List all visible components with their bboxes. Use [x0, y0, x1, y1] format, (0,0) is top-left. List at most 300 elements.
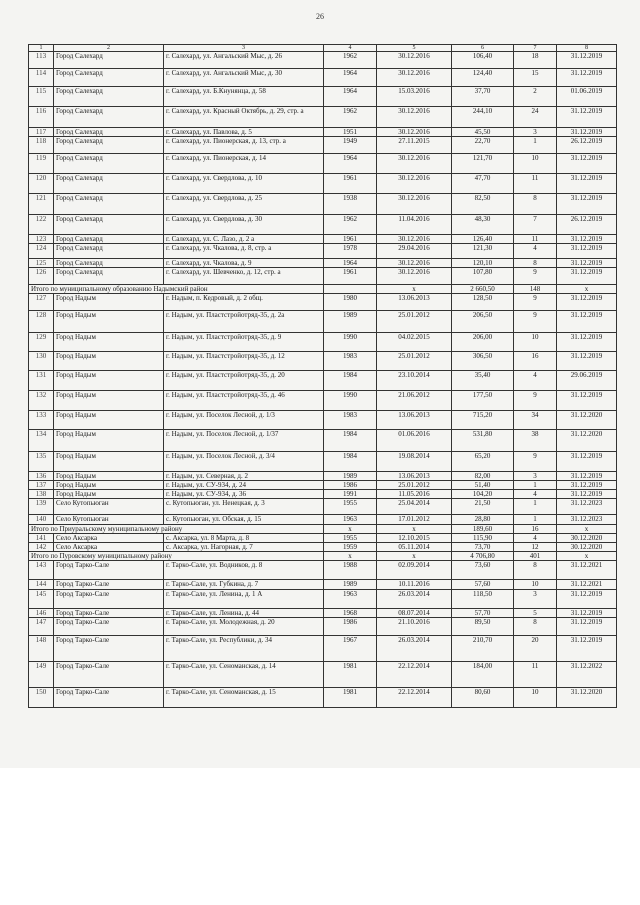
address-cell: г. Тарко-Сале, ул. Сеноманская, д. 15: [164, 688, 324, 708]
municipality-cell: Город Салехард: [54, 52, 164, 69]
people-cell: 12: [514, 543, 557, 552]
municipality-cell: Город Надым: [54, 294, 164, 311]
date-cell: 22.12.2014: [377, 662, 452, 688]
date-cell: 25.01.2012: [377, 481, 452, 490]
area-cell: 126,40: [452, 235, 514, 244]
subtotal-row: [29, 285, 617, 294]
row-number: 136: [29, 472, 54, 481]
row-number: 148: [29, 636, 54, 662]
deadline-cell: 31.12.2019: [557, 333, 617, 352]
address-cell: г. Салехард, ул. Чкалова, д. 9: [164, 259, 324, 268]
people-cell: 9: [514, 452, 557, 472]
row-number: 121: [29, 194, 54, 215]
people-cell: 1: [514, 515, 557, 525]
table-row: [29, 174, 617, 194]
date-cell: 27.11.2015: [377, 137, 452, 154]
municipality-cell: Село Кутопьюган: [54, 515, 164, 525]
people-cell: 10: [514, 154, 557, 174]
address-cell: с. Аксарка, ул. 8 Марта, д. 8: [164, 534, 324, 543]
row-number: 128: [29, 311, 54, 333]
deadline-cell: 31.12.2019: [557, 268, 617, 285]
area-cell: 82,50: [452, 194, 514, 215]
deadline-cell: 31.12.2019: [557, 391, 617, 411]
deadline-cell: 31.12.2019: [557, 235, 617, 244]
deadline-cell: 31.12.2021: [557, 580, 617, 590]
deadline-cell: 31.12.2020: [557, 430, 617, 452]
municipality-cell: Город Тарко-Сале: [54, 636, 164, 662]
people-cell: 11: [514, 235, 557, 244]
subtotal-date: x: [377, 525, 452, 534]
area-cell: 531,80: [452, 430, 514, 452]
area-cell: 89,50: [452, 618, 514, 636]
people-cell: 8: [514, 259, 557, 268]
subtotal-row: [29, 552, 617, 561]
deadline-cell: 31.12.2019: [557, 244, 617, 259]
area-cell: 57,70: [452, 609, 514, 618]
row-number: 125: [29, 259, 54, 268]
year-cell: 1981: [324, 688, 377, 708]
date-cell: 02.09.2014: [377, 561, 452, 580]
address-cell: г. Салехард, ул. С. Лазо, д. 2 а: [164, 235, 324, 244]
col-header: 6: [452, 45, 514, 52]
people-cell: 11: [514, 662, 557, 688]
municipality-cell: Город Салехард: [54, 154, 164, 174]
table-row: [29, 688, 617, 708]
people-cell: 18: [514, 52, 557, 69]
table-row: [29, 235, 617, 244]
municipality-cell: Город Салехард: [54, 107, 164, 128]
year-cell: 1984: [324, 452, 377, 472]
people-cell: 24: [514, 107, 557, 128]
people-cell: 9: [514, 268, 557, 285]
subtotal-label: Итого по муниципальному образованию Надымский район: [29, 285, 324, 294]
year-cell: 1986: [324, 481, 377, 490]
year-cell: 1961: [324, 174, 377, 194]
date-cell: 30.12.2016: [377, 128, 452, 137]
address-cell: г. Салехард, ул. Свердлова, д. 25: [164, 194, 324, 215]
area-cell: 28,80: [452, 515, 514, 525]
municipality-cell: Город Салехард: [54, 174, 164, 194]
people-cell: 34: [514, 411, 557, 430]
year-cell: 1962: [324, 215, 377, 235]
table-row: [29, 154, 617, 174]
table-row: [29, 481, 617, 490]
date-cell: 15.03.2016: [377, 87, 452, 107]
year-cell: 1984: [324, 371, 377, 391]
year-cell: 1988: [324, 561, 377, 580]
row-number: 126: [29, 268, 54, 285]
row-number: 142: [29, 543, 54, 552]
table-row: [29, 244, 617, 259]
row-number: 149: [29, 662, 54, 688]
address-cell: г. Салехард, ул. Ангальский Мыс, д. 30: [164, 69, 324, 87]
people-cell: 9: [514, 311, 557, 333]
municipality-cell: Город Салехард: [54, 268, 164, 285]
year-cell: 1989: [324, 580, 377, 590]
area-cell: 120,10: [452, 259, 514, 268]
municipality-cell: Город Тарко-Сале: [54, 662, 164, 688]
subtotal-deadline: x: [557, 525, 617, 534]
municipality-cell: Город Надым: [54, 490, 164, 499]
deadline-cell: 31.12.2022: [557, 662, 617, 688]
year-cell: 1963: [324, 590, 377, 609]
col-header: 1: [29, 45, 54, 52]
area-cell: 115,90: [452, 534, 514, 543]
people-cell: 3: [514, 128, 557, 137]
municipality-cell: Город Салехард: [54, 244, 164, 259]
year-cell: 1980: [324, 294, 377, 311]
year-cell: 1978: [324, 244, 377, 259]
address-cell: г. Надым, ул. Пластстройотряд-35, д. 2а: [164, 311, 324, 333]
table-row: [29, 561, 617, 580]
deadline-cell: 31.12.2019: [557, 352, 617, 371]
address-cell: г. Салехард, ул. Б.Кнунянца, д. 58: [164, 87, 324, 107]
year-cell: 1989: [324, 472, 377, 481]
area-cell: 177,50: [452, 391, 514, 411]
row-number: 120: [29, 174, 54, 194]
area-cell: 206,00: [452, 333, 514, 352]
date-cell: 08.07.2014: [377, 609, 452, 618]
year-cell: 1962: [324, 107, 377, 128]
row-number: 132: [29, 391, 54, 411]
area-cell: 57,60: [452, 580, 514, 590]
people-cell: 7: [514, 215, 557, 235]
area-cell: 22,70: [452, 137, 514, 154]
deadline-cell: 31.12.2019: [557, 490, 617, 499]
row-number: 140: [29, 515, 54, 525]
municipality-cell: Город Надым: [54, 371, 164, 391]
people-cell: 4: [514, 490, 557, 499]
table-row: [29, 215, 617, 235]
address-cell: г. Тарко-Сале, ул. Молодежная, д. 20: [164, 618, 324, 636]
municipality-cell: Город Тарко-Сале: [54, 609, 164, 618]
area-cell: 104,20: [452, 490, 514, 499]
address-cell: г. Надым, ул. Поселок Лесной, д. 3/4: [164, 452, 324, 472]
year-cell: 1981: [324, 662, 377, 688]
municipality-cell: Город Надым: [54, 411, 164, 430]
row-number: 133: [29, 411, 54, 430]
row-number: 119: [29, 154, 54, 174]
row-number: 150: [29, 688, 54, 708]
col-header: 8: [557, 45, 617, 52]
table-row: [29, 609, 617, 618]
municipality-cell: Город Надым: [54, 430, 164, 452]
table-row: [29, 352, 617, 371]
date-cell: 30.12.2016: [377, 194, 452, 215]
date-cell: 29.04.2016: [377, 244, 452, 259]
date-cell: 26.03.2014: [377, 636, 452, 662]
row-number: 141: [29, 534, 54, 543]
people-cell: 5: [514, 609, 557, 618]
area-cell: 118,50: [452, 590, 514, 609]
people-cell: 8: [514, 618, 557, 636]
address-cell: г. Салехард, ул. Пионерская, д. 14: [164, 154, 324, 174]
area-cell: 715,20: [452, 411, 514, 430]
people-cell: 8: [514, 561, 557, 580]
page-number: 26: [316, 12, 324, 21]
row-number: 116: [29, 107, 54, 128]
date-cell: 13.06.2013: [377, 294, 452, 311]
year-cell: 1961: [324, 268, 377, 285]
municipality-cell: Город Надым: [54, 311, 164, 333]
area-cell: 73,60: [452, 561, 514, 580]
deadline-cell: 31.12.2021: [557, 561, 617, 580]
date-cell: 22.12.2014: [377, 688, 452, 708]
year-cell: 1984: [324, 430, 377, 452]
subtotal-deadline: x: [557, 552, 617, 561]
deadline-cell: 31.12.2019: [557, 154, 617, 174]
address-cell: г. Салехард, ул. Свердлова, д. 10: [164, 174, 324, 194]
year-cell: 1964: [324, 154, 377, 174]
subtotal-date: x: [377, 285, 452, 294]
date-cell: 04.02.2015: [377, 333, 452, 352]
table-row: [29, 311, 617, 333]
municipality-cell: Город Тарко-Сале: [54, 590, 164, 609]
municipality-cell: Город Тарко-Сале: [54, 618, 164, 636]
area-cell: 65,20: [452, 452, 514, 472]
deadline-cell: 31.12.2019: [557, 590, 617, 609]
date-cell: 30.12.2016: [377, 107, 452, 128]
area-cell: 37,70: [452, 87, 514, 107]
subtotal-year: x: [324, 525, 377, 534]
deadline-cell: 31.12.2019: [557, 472, 617, 481]
people-cell: 2: [514, 87, 557, 107]
deadline-cell: 31.12.2019: [557, 294, 617, 311]
area-cell: 128,50: [452, 294, 514, 311]
year-cell: 1986: [324, 618, 377, 636]
deadline-cell: 31.12.2019: [557, 128, 617, 137]
year-cell: 1963: [324, 515, 377, 525]
table-row: [29, 259, 617, 268]
deadline-cell: 31.12.2019: [557, 618, 617, 636]
col-header: 2: [54, 45, 164, 52]
date-cell: 10.11.2016: [377, 580, 452, 590]
col-header: 3: [164, 45, 324, 52]
date-cell: 26.03.2014: [377, 590, 452, 609]
deadline-cell: 31.12.2019: [557, 194, 617, 215]
people-cell: 4: [514, 244, 557, 259]
municipality-cell: Город Тарко-Сале: [54, 561, 164, 580]
address-cell: с. Кутопьюган, ул. Ненецкая, д. 3: [164, 499, 324, 515]
row-number: 144: [29, 580, 54, 590]
table-row: [29, 499, 617, 515]
table-row: [29, 268, 617, 285]
date-cell: 12.10.2015: [377, 534, 452, 543]
area-cell: 82,00: [452, 472, 514, 481]
address-cell: г. Надым, п. Кедровый, д. 2 общ.: [164, 294, 324, 311]
year-cell: 1962: [324, 52, 377, 69]
date-cell: 05.11.2014: [377, 543, 452, 552]
row-number: 135: [29, 452, 54, 472]
date-cell: 30.12.2016: [377, 259, 452, 268]
people-cell: 3: [514, 472, 557, 481]
people-cell: 4: [514, 371, 557, 391]
address-cell: с. Аксарка, ул. Нагорная, д. 7: [164, 543, 324, 552]
address-cell: г. Салехард, ул. Свердлова, д. 30: [164, 215, 324, 235]
row-number: 117: [29, 128, 54, 137]
table-row: [29, 128, 617, 137]
address-cell: г. Салехард, ул. Шевченко, д. 12, стр. а: [164, 268, 324, 285]
year-cell: 1938: [324, 194, 377, 215]
date-cell: 21.10.2016: [377, 618, 452, 636]
address-cell: г. Надым, ул. СУ-934, д. 24: [164, 481, 324, 490]
year-cell: 1955: [324, 499, 377, 515]
deadline-cell: 31.12.2019: [557, 311, 617, 333]
table-row: [29, 452, 617, 472]
deadline-cell: 30.12.2020: [557, 534, 617, 543]
deadline-cell: 31.12.2019: [557, 609, 617, 618]
housing-table: [28, 44, 617, 708]
table-row: [29, 543, 617, 552]
municipality-cell: Город Тарко-Сале: [54, 688, 164, 708]
subtotal-label: Итого по Пуровскому муниципальному району: [29, 552, 324, 561]
year-cell: 1961: [324, 235, 377, 244]
table-row: [29, 107, 617, 128]
year-cell: 1990: [324, 333, 377, 352]
area-cell: 51,40: [452, 481, 514, 490]
year-cell: 1959: [324, 543, 377, 552]
row-number: 122: [29, 215, 54, 235]
table-row: [29, 69, 617, 87]
year-cell: 1955: [324, 534, 377, 543]
people-cell: 9: [514, 294, 557, 311]
area-cell: 45,50: [452, 128, 514, 137]
area-cell: 210,70: [452, 636, 514, 662]
people-cell: 1: [514, 499, 557, 515]
municipality-cell: Город Салехард: [54, 215, 164, 235]
municipality-cell: Село Аксарка: [54, 534, 164, 543]
date-cell: 30.12.2016: [377, 174, 452, 194]
col-header: 4: [324, 45, 377, 52]
subtotal-area: 2 660,50: [452, 285, 514, 294]
subtotal-date: x: [377, 552, 452, 561]
address-cell: г. Надым, ул. Северная, д. 2: [164, 472, 324, 481]
municipality-cell: Город Салехард: [54, 69, 164, 87]
year-cell: 1983: [324, 411, 377, 430]
date-cell: 30.12.2016: [377, 268, 452, 285]
address-cell: г. Надым, ул. Поселок Лесной, д. 1/3: [164, 411, 324, 430]
date-cell: 30.12.2016: [377, 154, 452, 174]
address-cell: г. Салехард, ул. Пионерская, д. 13, стр. а: [164, 137, 324, 154]
address-cell: г. Салехард, ул. Красный Октябрь, д. 29, стр. а: [164, 107, 324, 128]
year-cell: 1964: [324, 259, 377, 268]
date-cell: 19.08.2014: [377, 452, 452, 472]
deadline-cell: 31.12.2019: [557, 259, 617, 268]
year-cell: 1949: [324, 137, 377, 154]
municipality-cell: Село Кутопьюган: [54, 499, 164, 515]
address-cell: г. Надым, ул. Пластстройотряд-35, д. 46: [164, 391, 324, 411]
row-number: 123: [29, 235, 54, 244]
row-number: 139: [29, 499, 54, 515]
address-cell: г. Надым, ул. Поселок Лесной, д. 1/37: [164, 430, 324, 452]
municipality-cell: Город Надым: [54, 352, 164, 371]
address-cell: г. Тарко-Сале, ул. Ленина, д. 1 А: [164, 590, 324, 609]
address-cell: г. Салехард, ул. Павлова, д. 5: [164, 128, 324, 137]
deadline-cell: 26.12.2019: [557, 137, 617, 154]
people-cell: 11: [514, 174, 557, 194]
row-number: 130: [29, 352, 54, 371]
row-number: 143: [29, 561, 54, 580]
table-row: [29, 580, 617, 590]
deadline-cell: 31.12.2023: [557, 499, 617, 515]
date-cell: 13.06.2013: [377, 472, 452, 481]
municipality-cell: Город Надым: [54, 481, 164, 490]
table-row: [29, 294, 617, 311]
area-cell: 80,60: [452, 688, 514, 708]
people-cell: 10: [514, 580, 557, 590]
address-cell: г. Тарко-Сале, ул. Губкина, д. 7: [164, 580, 324, 590]
column-number-row: [29, 45, 617, 52]
date-cell: 30.12.2016: [377, 235, 452, 244]
date-cell: 25.01.2012: [377, 311, 452, 333]
deadline-cell: 31.12.2019: [557, 452, 617, 472]
deadline-cell: 29.06.2019: [557, 371, 617, 391]
address-cell: г. Надым, ул. Пластстройотряд-35, д. 12: [164, 352, 324, 371]
table-row: [29, 52, 617, 69]
year-cell: 1989: [324, 311, 377, 333]
row-number: 131: [29, 371, 54, 391]
date-cell: 23.10.2014: [377, 371, 452, 391]
address-cell: г. Тарко-Сале, ул. Сеноманская, д. 14: [164, 662, 324, 688]
area-cell: 184,00: [452, 662, 514, 688]
date-cell: 01.06.2016: [377, 430, 452, 452]
deadline-cell: 31.12.2023: [557, 515, 617, 525]
people-cell: 4: [514, 534, 557, 543]
deadline-cell: 31.12.2019: [557, 107, 617, 128]
table-row: [29, 87, 617, 107]
area-cell: 106,40: [452, 52, 514, 69]
subtotal-people: 401: [514, 552, 557, 561]
area-cell: 121,30: [452, 244, 514, 259]
row-number: 129: [29, 333, 54, 352]
year-cell: 1991: [324, 490, 377, 499]
people-cell: 10: [514, 333, 557, 352]
table-row: [29, 662, 617, 688]
date-cell: 11.04.2016: [377, 215, 452, 235]
address-cell: г. Надым, ул. Пластстройотряд-35, д. 9: [164, 333, 324, 352]
table-row: [29, 333, 617, 352]
year-cell: 1967: [324, 636, 377, 662]
people-cell: 20: [514, 636, 557, 662]
area-cell: 306,50: [452, 352, 514, 371]
people-cell: 16: [514, 352, 557, 371]
area-cell: 47,70: [452, 174, 514, 194]
table-row: [29, 194, 617, 215]
people-cell: 9: [514, 391, 557, 411]
area-cell: 206,50: [452, 311, 514, 333]
table-row: [29, 590, 617, 609]
subtotal-area: 4 706,80: [452, 552, 514, 561]
municipality-cell: Город Надым: [54, 452, 164, 472]
subtotal-year: x: [324, 552, 377, 561]
people-cell: 8: [514, 194, 557, 215]
address-cell: г. Салехард, ул. Ангальский Мыс, д. 26: [164, 52, 324, 69]
year-cell: 1983: [324, 352, 377, 371]
table-row: [29, 490, 617, 499]
row-number: 137: [29, 481, 54, 490]
year-cell: 1990: [324, 391, 377, 411]
table-row: [29, 618, 617, 636]
year-cell: 1968: [324, 609, 377, 618]
address-cell: г. Тарко-Сале, ул. Водников, д. 8: [164, 561, 324, 580]
row-number: 113: [29, 52, 54, 69]
municipality-cell: Город Салехард: [54, 194, 164, 215]
row-number: 138: [29, 490, 54, 499]
deadline-cell: 31.12.2020: [557, 688, 617, 708]
table-row: [29, 391, 617, 411]
subtotal-row: [29, 525, 617, 534]
date-cell: 30.12.2016: [377, 69, 452, 87]
